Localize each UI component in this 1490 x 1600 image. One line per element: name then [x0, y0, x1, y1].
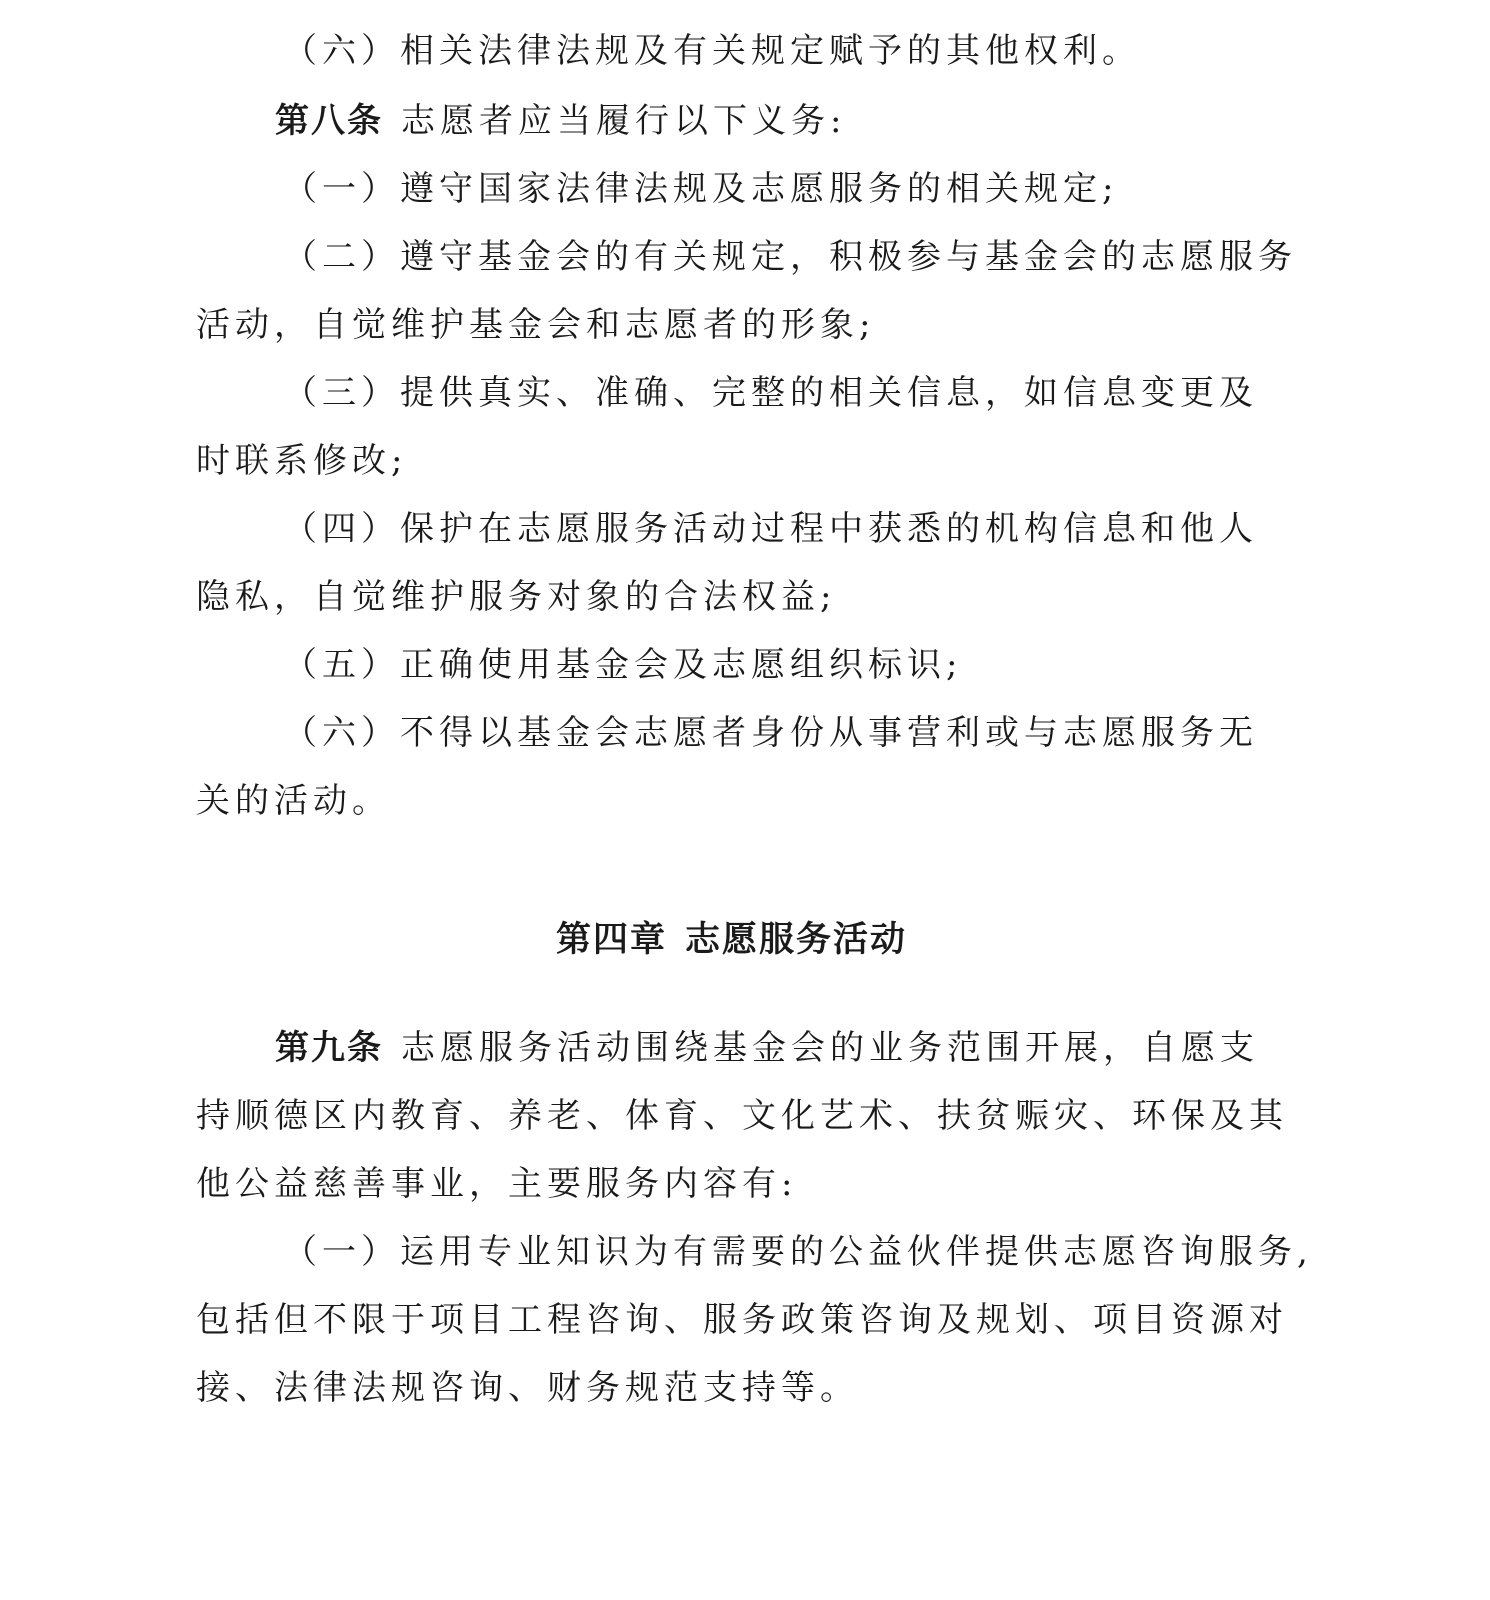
- article8-item3-line2: 时联系修改;: [196, 441, 408, 481]
- article9-line2: 持顺德区内教育、养老、体育、文化艺术、扶贫赈灾、环保及其: [196, 1096, 1288, 1136]
- article8-item1: （一）遵守国家法律法规及志愿服务的相关规定;: [283, 169, 1119, 209]
- article8-item3-line1: （三）提供真实、准确、完整的相关信息，如信息变更及: [283, 373, 1258, 413]
- article8-heading: 第八条: [275, 101, 383, 141]
- article8-item6-line1: （六）不得以基金会志愿者身份从事营利或与志愿服务无: [283, 713, 1258, 753]
- article9-paragraph: [275, 1024, 1259, 1072]
- article8-paragraph: [275, 97, 846, 145]
- article9-heading: 第九条: [275, 1028, 383, 1068]
- article8-item2-line2: 活动，自觉维护基金会和志愿者的形象;: [196, 305, 876, 345]
- article8-item6-line2: 关的活动。: [196, 781, 391, 821]
- chapter-number: 第四章: [556, 920, 668, 960]
- chapter-title: 志愿服务活动: [685, 920, 908, 960]
- article8-item5: （五）正确使用基金会及志愿组织标识;: [283, 645, 963, 685]
- article9-line3: 他公益慈善事业，主要服务内容有:: [196, 1164, 798, 1204]
- article8-item2-line1: （二）遵守基金会的有关规定，积极参与基金会的志愿服务: [283, 237, 1297, 277]
- article9-item1-line3: 接、法律法规咨询、财务规范支持等。: [196, 1368, 859, 1408]
- article8-intro: 志愿者应当履行以下义务:: [401, 101, 847, 141]
- article9-item1-line2: 包括但不限于项目工程咨询、服务政策咨询及规划、项目资源对: [196, 1300, 1288, 1340]
- article9-item1-line1: （一）运用专业知识为有需要的公益伙伴提供志愿咨询服务,: [283, 1232, 1313, 1272]
- article9-line1: 志愿服务活动围绕基金会的业务范围开展，自愿支: [401, 1028, 1259, 1068]
- article8-item4-line2: 隐私，自觉维护服务对象的合法权益;: [196, 577, 837, 617]
- article8-item4-line1: （四）保护在志愿服务活动过程中获悉的机构信息和他人: [283, 509, 1258, 549]
- chapter-heading: [556, 916, 907, 964]
- article7-item6: （六）相关法律法规及有关规定赋予的其他权利。: [283, 31, 1141, 71]
